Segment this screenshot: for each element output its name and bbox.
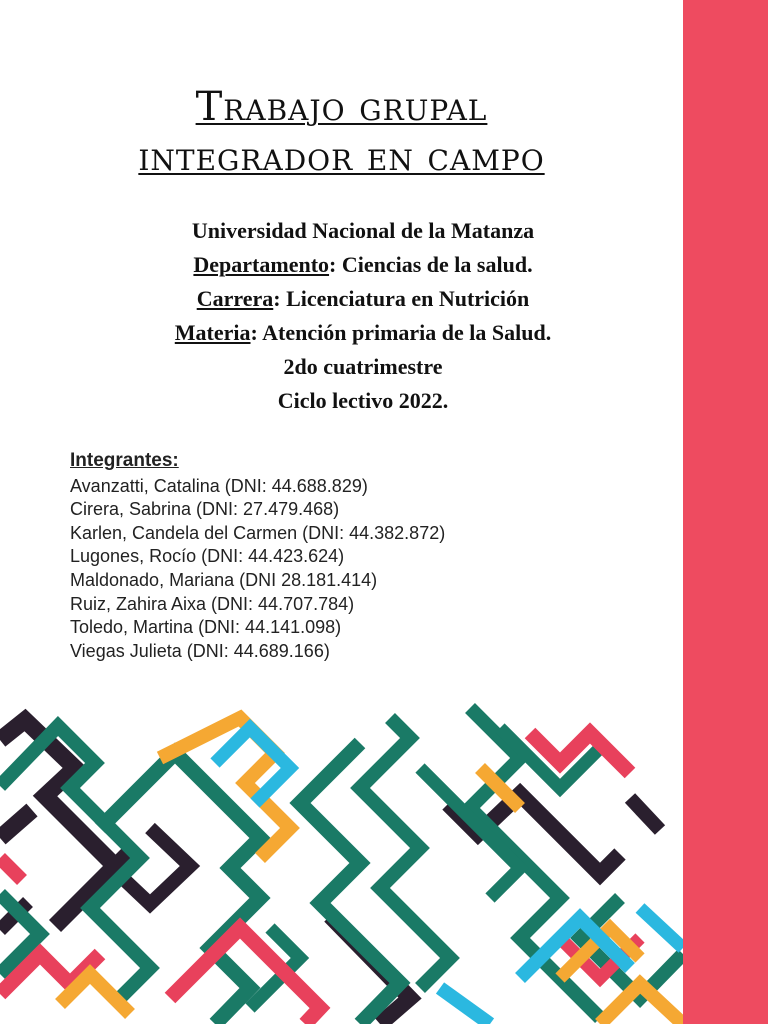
member-item: Toledo, Martina (DNI: 44.141.098) <box>70 617 342 638</box>
maze-stroke <box>0 858 22 880</box>
cycle-line: Ciclo lectivo 2022. <box>277 388 449 413</box>
department-line <box>0 248 726 282</box>
maze-stroke <box>0 810 32 838</box>
maze-stroke <box>640 908 683 948</box>
term-line: 2do cuatrimestre <box>283 354 443 379</box>
maze-stroke <box>630 798 660 830</box>
maze-stroke <box>440 988 490 1024</box>
member-item: Cirera, Sabrina (DNI: 27.479.468) <box>70 499 340 520</box>
member-item: Avanzatti, Catalina (DNI: 44.688.829) <box>70 475 368 496</box>
document-title <box>0 82 683 182</box>
university-line: Universidad Nacional de la Matanza <box>191 218 535 243</box>
side-color-band <box>683 0 768 1024</box>
member-item: Lugones, Rocío (DNI: 44.423.624) <box>70 546 345 567</box>
member-item: Karlen, Candela del Carmen (DNI: 44.382.872) <box>70 522 446 543</box>
career-value: : Licenciatura en Nutrición <box>273 286 530 311</box>
decorative-maze-pattern <box>0 698 683 1024</box>
title-line-1: Trabajo grupal <box>195 84 488 130</box>
members-heading: Integrantes: <box>70 450 179 471</box>
course-info <box>0 214 726 418</box>
member-item: Viegas Julieta (DNI: 44.689.166) <box>70 640 330 661</box>
department-label: Departamento <box>193 252 330 277</box>
department-value: : Ciencias de la salud. <box>329 252 533 277</box>
member-item: Maldonado, Mariana (DNI 28.181.414) <box>70 569 378 590</box>
members-section <box>70 449 445 663</box>
title-line-2: integrador en campo <box>138 134 545 180</box>
member-item: Ruiz, Zahira Aixa (DNI: 44.707.784) <box>70 593 355 614</box>
subject-value: : Atención primaria de la Salud. <box>250 320 552 345</box>
career-label: Carrera <box>196 286 274 311</box>
subject-label: Materia <box>174 320 251 345</box>
career-line <box>0 282 726 316</box>
subject-line <box>0 316 726 350</box>
